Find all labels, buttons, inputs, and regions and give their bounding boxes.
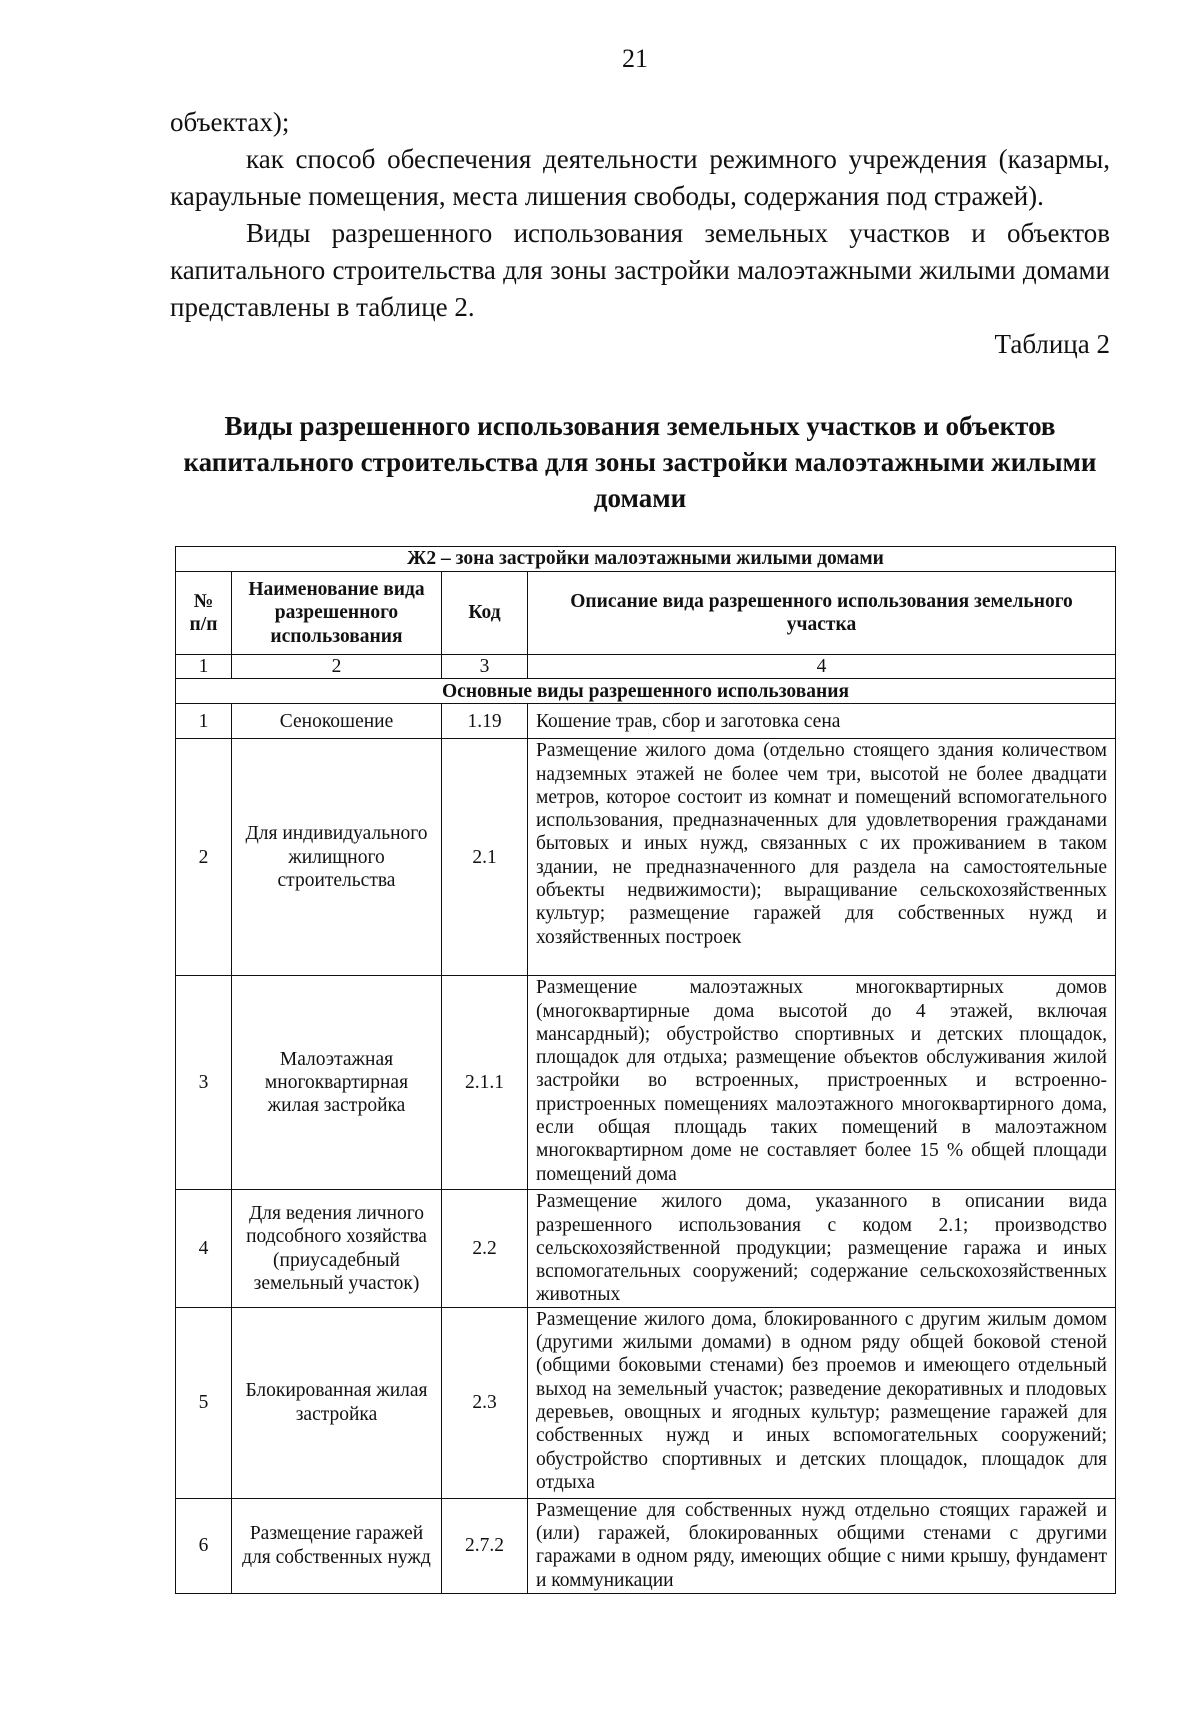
paragraph-continuation: объектах);: [170, 107, 290, 137]
row-code: 2.1.1: [442, 976, 528, 1190]
column-number: 2: [232, 655, 442, 679]
table-row: [176, 739, 1116, 976]
column-number: 1: [176, 655, 232, 679]
section-row: [176, 679, 1116, 704]
row-desc: Размещение жилого дома, блокированного с другим жилым домом (другими жилыми домами) в одном ряду общей боковой стеной (общими боковыми стенами) без проемов и имеющего отдельный выход на земельный участок; разведение декоративных и плодовых деревьев, овощных и ягодных культур; размещение гаражей для собственных нужд и иных вспомогательных сооружений; обустройство спортивных и детских площадок, площадок для отдыха: [528, 1307, 1116, 1498]
table-row: [176, 1190, 1116, 1307]
row-name: Блокированная жилая застройка: [232, 1307, 442, 1498]
row-name: Сенокошение: [232, 704, 442, 739]
row-desc: Размещение жилого дома, указанного в описании вида разрешенного использования с кодом 2.1; производство сельскохозяйственной продукции; размещение гаража и иных вспомогательных сооружений; содержание сельскохозяйственных животных: [528, 1190, 1116, 1307]
row-num: 3: [176, 976, 232, 1190]
row-code: 2.3: [442, 1307, 528, 1498]
zone-title: Ж2 – зона застройки малоэтажными жилыми домами: [176, 547, 1116, 572]
row-desc: Кошение трав, сбор и заготовка сена: [528, 704, 1116, 739]
row-code: 2.7.2: [442, 1498, 528, 1593]
row-num: 1: [176, 704, 232, 739]
table-caption: Таблица 2: [994, 329, 1110, 359]
row-name: Для ведения личного подсобного хозяйства (приусадебный земельный участок): [232, 1190, 442, 1307]
row-name: Размещение гаражей для собственных нужд: [232, 1498, 442, 1593]
row-desc: Размещение жилого дома (отдельно стоящего здания количеством надземных этажей не более чем три, высотой не более двадцати метров, которое состоит из комнат и помещений вспомогательного использования, предназначенных для удовлетворения гражданами бытовых и иных нужд, связанных с их проживанием в таком здании, не предназначенного для раздела на самостоятельные объекты недвижимости); выращивание сельскохозяйственных культур; размещение гаражей для собственных нужд и хозяйственных построек: [528, 739, 1116, 976]
row-name: Малоэтажная многоквартирная жилая застройка: [232, 976, 442, 1190]
row-desc: Размещение для собственных нужд отдельно стоящих гаражей и (или) гаражей, блокированных общими стенами с другими гаражами в одном ряду, имеющих общие с ними крышу, фундамент и коммуникации: [528, 1498, 1116, 1593]
body-text: [170, 104, 1110, 363]
row-num: 5: [176, 1307, 232, 1498]
table-row: [176, 1307, 1116, 1498]
section-title: Основные виды разрешенного использования: [176, 679, 1116, 704]
row-code: 1.19: [442, 704, 528, 739]
header-row: [176, 572, 1116, 655]
row-num: 4: [176, 1190, 232, 1307]
row-num: 6: [176, 1498, 232, 1593]
table-row: [176, 976, 1116, 1190]
zone-title-row: [176, 547, 1116, 572]
row-num: 2: [176, 739, 232, 976]
row-desc: Размещение малоэтажных многоквартирных домов (многоквартирные дома высотой до 4 этажей, включая мансардный); обустройство спортивных и детских площадок, площадок для отдыха; размещение объектов обслуживания жилой застройки во встроенных, пристроенных и встроенно-пристроенных помещениях малоэтажного многоквартирного дома, если общая площадь таких помещений в малоэтажном многоквартирном доме не составляет более 15 % общей площади помещений дома: [528, 976, 1116, 1190]
row-code: 2.2: [442, 1190, 528, 1307]
column-number: 4: [528, 655, 1116, 679]
header-num: № п/п: [176, 572, 232, 655]
page-number: 21: [622, 44, 648, 73]
row-name: Для индивидуального жилищного строительства: [232, 739, 442, 976]
header-name: Наименование вида разрешенного использования: [232, 572, 442, 655]
row-code: 2.1: [442, 739, 528, 976]
paragraph-regime-institution: как способ обеспечения деятельности режимного учреждения (казармы, караульные помещения, места лишения свободы, содержания под стражей).: [170, 144, 1110, 211]
header-code: Код: [442, 572, 528, 655]
column-number-row: [176, 655, 1116, 679]
table-heading: Виды разрешенного использования земельных участков и объектов капитального строительства для зоны застройки малоэтажными жилыми домами: [183, 411, 1097, 513]
column-number: 3: [442, 655, 528, 679]
land-use-table: [175, 546, 1116, 1594]
table-row: [176, 1498, 1116, 1593]
paragraph-table-intro: Виды разрешенного использования земельных участков и объектов капитального строительства для зоны застройки малоэтажными жилыми домами представлены в таблице 2.: [170, 218, 1110, 322]
table-row: [176, 704, 1116, 739]
header-desc: Описание вида разрешенного использования земельного участка: [528, 572, 1116, 655]
